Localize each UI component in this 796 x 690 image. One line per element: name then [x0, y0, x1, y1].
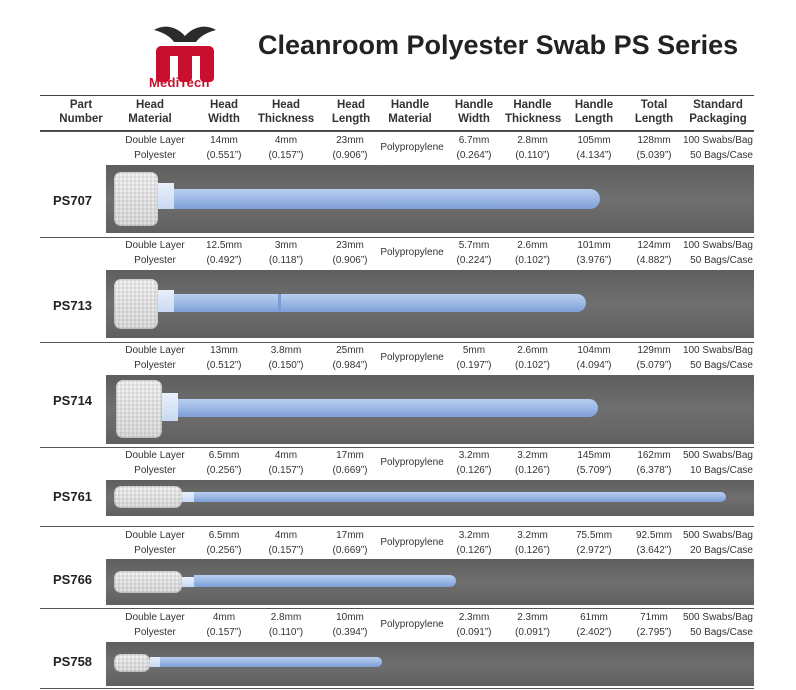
- spec-value: 50 Bags/Case: [690, 359, 753, 371]
- spec-value: (0.512”): [206, 359, 242, 371]
- spec-handle-material: Polypropylene: [380, 457, 444, 468]
- swab-head: [114, 654, 150, 672]
- spec-head-length: [324, 239, 376, 268]
- header-line: Width: [458, 113, 490, 125]
- swab-photo: [106, 375, 754, 444]
- spec-value: 5mm: [462, 345, 486, 356]
- spec-value: (5.039”): [636, 149, 672, 161]
- spec-value: Double Layer: [125, 240, 185, 251]
- swab-handle: [160, 657, 382, 667]
- spec-value: 500 Swabs/Bag: [682, 450, 753, 461]
- header-line: Material: [388, 113, 432, 125]
- swab-photo: [106, 165, 754, 233]
- spec-head-width: [198, 344, 250, 373]
- spec-handle-width: [450, 344, 498, 373]
- spec-value: 2.3mm: [458, 612, 490, 623]
- spec-value: 500 Swabs/Bag: [682, 530, 753, 541]
- spec-value: 23mm: [336, 135, 364, 146]
- spec-value: (0.157”): [268, 464, 304, 476]
- swab-handle: [194, 575, 456, 587]
- spec-value: (5.709”): [576, 464, 612, 476]
- spec-value: Double Layer: [125, 135, 185, 146]
- spec-value: (0.669”): [332, 464, 368, 476]
- spec-value: 100 Swabs/Bag: [682, 345, 753, 356]
- header-line: Head: [135, 99, 165, 111]
- swab-head: [114, 279, 158, 329]
- spec-head-material: [116, 529, 194, 558]
- page-title: Cleanroom Polyester Swab PS Series: [258, 30, 739, 60]
- swab-photo: [106, 642, 754, 686]
- header-line: Total: [640, 99, 668, 111]
- spec-value: (2.972”): [576, 544, 612, 556]
- spec-value: (0.150”): [268, 359, 304, 371]
- spec-value: (0.126”): [456, 544, 492, 556]
- spec-handle-length: [568, 529, 620, 558]
- swab-handle: [174, 294, 586, 312]
- swab-handle: [178, 399, 598, 417]
- spec-packaging: [680, 239, 753, 268]
- spec-value: 50 Bags/Case: [690, 254, 753, 266]
- header-total-length: [630, 98, 678, 126]
- spec-value: 6.5mm: [208, 450, 240, 461]
- spec-value: (5.079”): [636, 359, 672, 371]
- swab-neck: [182, 492, 194, 502]
- spec-value: 75.5mm: [575, 530, 613, 541]
- spec-value: 3.8mm: [270, 345, 302, 356]
- spec-value: (0.126”): [514, 464, 550, 476]
- swab-photo: [106, 480, 754, 516]
- spec-value: 124mm: [637, 240, 671, 251]
- spec-handle-length: [568, 239, 620, 268]
- spec-head-thickness: [257, 134, 315, 163]
- spec-value: 17mm: [336, 530, 364, 541]
- spec-value: 2.3mm: [517, 612, 548, 623]
- spec-total-length: [630, 449, 678, 478]
- spec-total-length: [630, 344, 678, 373]
- swab-head: [114, 172, 158, 226]
- spec-handle-width: [450, 529, 498, 558]
- spec-packaging: [680, 134, 753, 163]
- spec-value: 61mm: [580, 612, 608, 623]
- row-divider: [40, 526, 754, 527]
- brand-name: MediTech: [149, 75, 210, 90]
- header-handle-material: [380, 98, 440, 126]
- spec-value: (3.642”): [636, 544, 672, 556]
- spec-head-thickness: [257, 344, 315, 373]
- spec-value: (4.882”): [636, 254, 672, 266]
- table-header: [40, 95, 754, 131]
- row-divider: [40, 608, 754, 609]
- spec-value: (0.256”): [206, 464, 242, 476]
- spec-head-thickness: [257, 449, 315, 478]
- header-line: Head: [271, 99, 301, 111]
- spec-value: (0.256”): [206, 544, 242, 556]
- spec-value: Polyester: [134, 149, 176, 161]
- part-number: PS713: [53, 298, 93, 313]
- header-line: Packaging: [689, 113, 747, 125]
- header-head-thickness: [257, 98, 315, 126]
- spec-head-thickness: [257, 529, 315, 558]
- spec-value: Double Layer: [125, 612, 185, 623]
- part-number: PS766: [53, 572, 93, 587]
- spec-value: 105mm: [577, 135, 611, 146]
- spec-value: 10 Bags/Case: [690, 464, 753, 476]
- spec-value: 71mm: [640, 612, 668, 623]
- spec-value: Double Layer: [125, 530, 185, 541]
- spec-value: (0.264”): [456, 149, 492, 161]
- spec-handle-length: [568, 134, 620, 163]
- spec-value: (0.197”): [456, 359, 492, 371]
- spec-value: 50 Bags/Case: [690, 626, 753, 638]
- spec-value: (0.102”): [514, 254, 550, 266]
- spec-handle-material: Polypropylene: [380, 352, 444, 363]
- swab-neck: [158, 183, 174, 209]
- spec-value: (0.669”): [332, 544, 368, 556]
- header-head-length: [327, 98, 375, 126]
- spec-value: 3.2mm: [517, 450, 548, 461]
- spec-value: (0.906”): [332, 149, 368, 161]
- spec-packaging: [680, 529, 753, 558]
- swab-neck: [150, 657, 160, 667]
- header-head-material: [120, 98, 180, 126]
- spec-value: 4mm: [212, 612, 236, 623]
- header-line: Width: [208, 113, 240, 125]
- header-line: Handle: [513, 99, 552, 111]
- spec-value: 13mm: [210, 345, 238, 356]
- header-line: Length: [574, 113, 614, 125]
- spec-value: 500 Swabs/Bag: [682, 612, 753, 623]
- spec-handle-thickness: [505, 611, 560, 640]
- spec-total-length: [630, 239, 678, 268]
- spec-value: Polyester: [134, 544, 176, 556]
- row-divider: [40, 447, 754, 448]
- spec-value: 17mm: [336, 450, 364, 461]
- spec-packaging: [680, 449, 753, 478]
- spec-total-length: [630, 611, 678, 640]
- spec-value: (0.110”): [268, 626, 304, 638]
- spec-value: 5.7mm: [458, 240, 490, 251]
- header-line: Length: [331, 113, 371, 125]
- spec-handle-material: Polypropylene: [380, 247, 444, 258]
- spec-value: Polyester: [134, 464, 176, 476]
- spec-head-material: [116, 344, 194, 373]
- spec-head-width: [198, 529, 250, 558]
- spec-value: (0.110”): [515, 149, 550, 161]
- header-line: Handle: [574, 99, 614, 111]
- spec-head-length: [324, 449, 376, 478]
- header-line: Length: [634, 113, 674, 125]
- spec-value: (0.157”): [268, 149, 304, 161]
- spec-head-thickness: [257, 611, 315, 640]
- header-line: Number: [59, 113, 103, 125]
- swab-photo: [106, 270, 754, 338]
- spec-handle-thickness: [505, 529, 560, 558]
- spec-head-thickness: [257, 239, 315, 268]
- spec-total-length: [630, 134, 678, 163]
- spec-value: (6.378”): [636, 464, 672, 476]
- header-handle-length: [568, 98, 620, 126]
- spec-head-length: [324, 611, 376, 640]
- swab-neck: [158, 290, 174, 312]
- spec-value: 129mm: [637, 345, 671, 356]
- spec-value: 100 Swabs/Bag: [682, 240, 753, 251]
- part-number: PS761: [53, 489, 93, 504]
- header-line: Standard: [693, 99, 743, 111]
- spec-value: (0.126”): [514, 544, 550, 556]
- spec-value: (2.795”): [636, 626, 672, 638]
- spec-value: 2.8mm: [517, 135, 548, 146]
- swab-head: [114, 571, 182, 593]
- spec-value: (4.094”): [576, 359, 612, 371]
- spec-value: 100 Swabs/Bag: [682, 135, 753, 146]
- spec-value: 6.7mm: [458, 135, 490, 146]
- spec-value: (0.091”): [456, 626, 492, 638]
- spec-value: 25mm: [336, 345, 364, 356]
- spec-value: 50 Bags/Case: [690, 149, 753, 161]
- swab-photo: [106, 559, 754, 605]
- spec-head-material: [116, 611, 194, 640]
- header-line: Head: [336, 99, 366, 111]
- spec-value: 12.5mm: [205, 240, 243, 251]
- spec-handle-thickness: [505, 239, 560, 268]
- spec-value: (0.126”): [456, 464, 492, 476]
- swab-neck: [162, 393, 178, 421]
- spec-value: (0.118”): [268, 254, 304, 266]
- spec-value: 4mm: [274, 450, 298, 461]
- header-line: Handle: [390, 99, 430, 111]
- spec-value: (0.551”): [206, 149, 242, 161]
- spec-value: (4.134”): [576, 149, 612, 161]
- spec-value: 20 Bags/Case: [690, 544, 753, 556]
- spec-value: (0.906”): [332, 254, 368, 266]
- header-head-width: [198, 98, 250, 126]
- spec-head-length: [324, 344, 376, 373]
- spec-value: (2.402”): [576, 626, 612, 638]
- spec-handle-thickness: [505, 344, 560, 373]
- spec-head-width: [198, 239, 250, 268]
- spec-value: 101mm: [577, 240, 611, 251]
- spec-value: 14mm: [210, 135, 238, 146]
- spec-packaging: [680, 611, 753, 640]
- spec-value: (0.984”): [332, 359, 368, 371]
- header-handle-thickness: [505, 98, 560, 126]
- spec-value: 162mm: [637, 450, 671, 461]
- header-line: Part: [69, 99, 93, 111]
- spec-value: (0.224”): [456, 254, 492, 266]
- handle-notch: [278, 294, 281, 312]
- spec-head-width: [198, 449, 250, 478]
- header-handle-width: [450, 98, 498, 126]
- swab-head: [114, 486, 182, 508]
- swab-head: [116, 380, 162, 438]
- row-divider: [40, 237, 754, 238]
- spec-head-width: [198, 611, 250, 640]
- part-number: PS758: [53, 654, 93, 669]
- spec-value: 104mm: [577, 345, 611, 356]
- spec-head-length: [324, 134, 376, 163]
- spec-value: Double Layer: [125, 345, 185, 356]
- spec-value: (0.102”): [514, 359, 550, 371]
- spec-value: Polyester: [134, 359, 176, 371]
- spec-value: 128mm: [637, 135, 671, 146]
- spec-head-material: [116, 449, 194, 478]
- spec-value: 145mm: [577, 450, 611, 461]
- spec-head-material: [116, 239, 194, 268]
- spec-packaging: [680, 344, 753, 373]
- spec-head-material: [116, 134, 194, 163]
- header-line: Handle: [454, 99, 494, 111]
- row-divider: [40, 688, 754, 689]
- spec-value: Double Layer: [125, 450, 185, 461]
- spec-handle-width: [450, 611, 498, 640]
- spec-value: (0.157”): [206, 626, 242, 638]
- spec-head-length: [324, 529, 376, 558]
- spec-value: (0.492”): [206, 254, 242, 266]
- spec-value: 3.2mm: [517, 530, 548, 541]
- swab-handle: [174, 189, 600, 209]
- header-line: Head: [209, 99, 239, 111]
- spec-head-width: [198, 134, 250, 163]
- spec-handle-length: [568, 449, 620, 478]
- spec-value: 2.6mm: [517, 345, 548, 356]
- swab-handle: [194, 492, 726, 502]
- spec-value: 23mm: [336, 240, 364, 251]
- header-standard-packaging: [685, 98, 751, 126]
- spec-handle-material: Polypropylene: [380, 142, 444, 153]
- spec-handle-thickness: [505, 134, 560, 163]
- spec-value: 4mm: [274, 530, 298, 541]
- spec-value: (0.091”): [514, 626, 550, 638]
- spec-handle-width: [450, 239, 498, 268]
- spec-value: Polyester: [134, 626, 176, 638]
- spec-value: 3.2mm: [458, 450, 490, 461]
- spec-handle-length: [568, 611, 620, 640]
- spec-handle-thickness: [505, 449, 560, 478]
- spec-value: 3mm: [274, 240, 298, 251]
- spec-value: 2.6mm: [517, 240, 548, 251]
- spec-value: (3.976”): [576, 254, 612, 266]
- spec-handle-width: [450, 134, 498, 163]
- spec-value: 92.5mm: [635, 530, 673, 541]
- spec-value: (0.394”): [332, 626, 368, 638]
- spec-value: 10mm: [336, 612, 364, 623]
- spec-value: 3.2mm: [458, 530, 490, 541]
- spec-handle-material: Polypropylene: [380, 619, 444, 630]
- header-line: Thickness: [257, 113, 315, 125]
- row-divider: [40, 342, 754, 343]
- spec-total-length: [630, 529, 678, 558]
- spec-value: 2.8mm: [270, 612, 302, 623]
- spec-value: Polyester: [134, 254, 176, 266]
- spec-value: 6.5mm: [208, 530, 240, 541]
- spec-value: 4mm: [274, 135, 298, 146]
- part-number: PS707: [53, 193, 93, 208]
- spec-handle-material: Polypropylene: [380, 537, 444, 548]
- row-divider: [40, 131, 754, 132]
- header-part-number: [58, 98, 104, 126]
- part-number: PS714: [53, 393, 93, 408]
- spec-handle-length: [568, 344, 620, 373]
- spec-handle-width: [450, 449, 498, 478]
- spec-value: (0.157”): [268, 544, 304, 556]
- swab-neck: [182, 577, 194, 587]
- header-line: Material: [128, 113, 172, 125]
- header-line: Thickness: [505, 113, 562, 125]
